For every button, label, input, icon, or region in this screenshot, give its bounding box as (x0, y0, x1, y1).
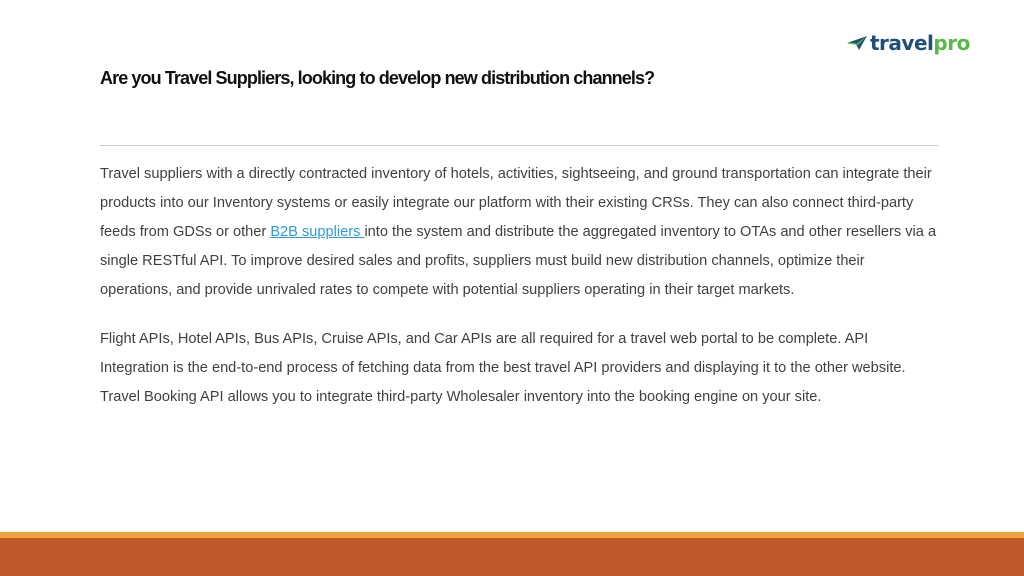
paragraph-suppliers (100, 160, 940, 305)
paragraph-apis: Flight APIs, Hotel APIs, Bus APIs, Cruise APIs, and Car APIs are all required for a travel web portal to be complete. API Integration is the end-to-end process of fetching data from the best travel API providers and displaying it to the other website. Travel Booking API allows you to integrate third-party Wholesaler inventory into the booking engine on your site. (100, 331, 906, 405)
footer-bar (0, 538, 1024, 576)
b2b-suppliers-link[interactable]: B2B suppliers (270, 224, 365, 240)
logo-text-travel: travel (870, 31, 934, 55)
title-divider (100, 145, 938, 146)
body-text (100, 160, 940, 412)
paragraph-1-text-end: into the system and distribute the aggregated inventory to OTAs and other resellers via a single RESTful API. To improve desired sales and profits, suppliers must build new distribution channels, optimize their operations, and provide unrivaled rates to compete with potential suppliers operating in their target markets. (100, 224, 937, 298)
logo-wordmark (870, 33, 970, 53)
paper-plane-icon (846, 34, 868, 52)
page-title: Are you Travel Suppliers, looking to develop new distribution channels? (100, 68, 655, 88)
travelopro-logo (846, 30, 970, 56)
logo-text-pro: pro (933, 31, 970, 55)
paragraph-1-text-start: Travel suppliers with a directly contracted inventory of hotels, activities, sightseeing, and ground transportation can integrate their products into our Inventory systems or easily integrate our platform with their existing CRSs. They can also connect third-party feeds from GDSs or other (100, 166, 932, 240)
